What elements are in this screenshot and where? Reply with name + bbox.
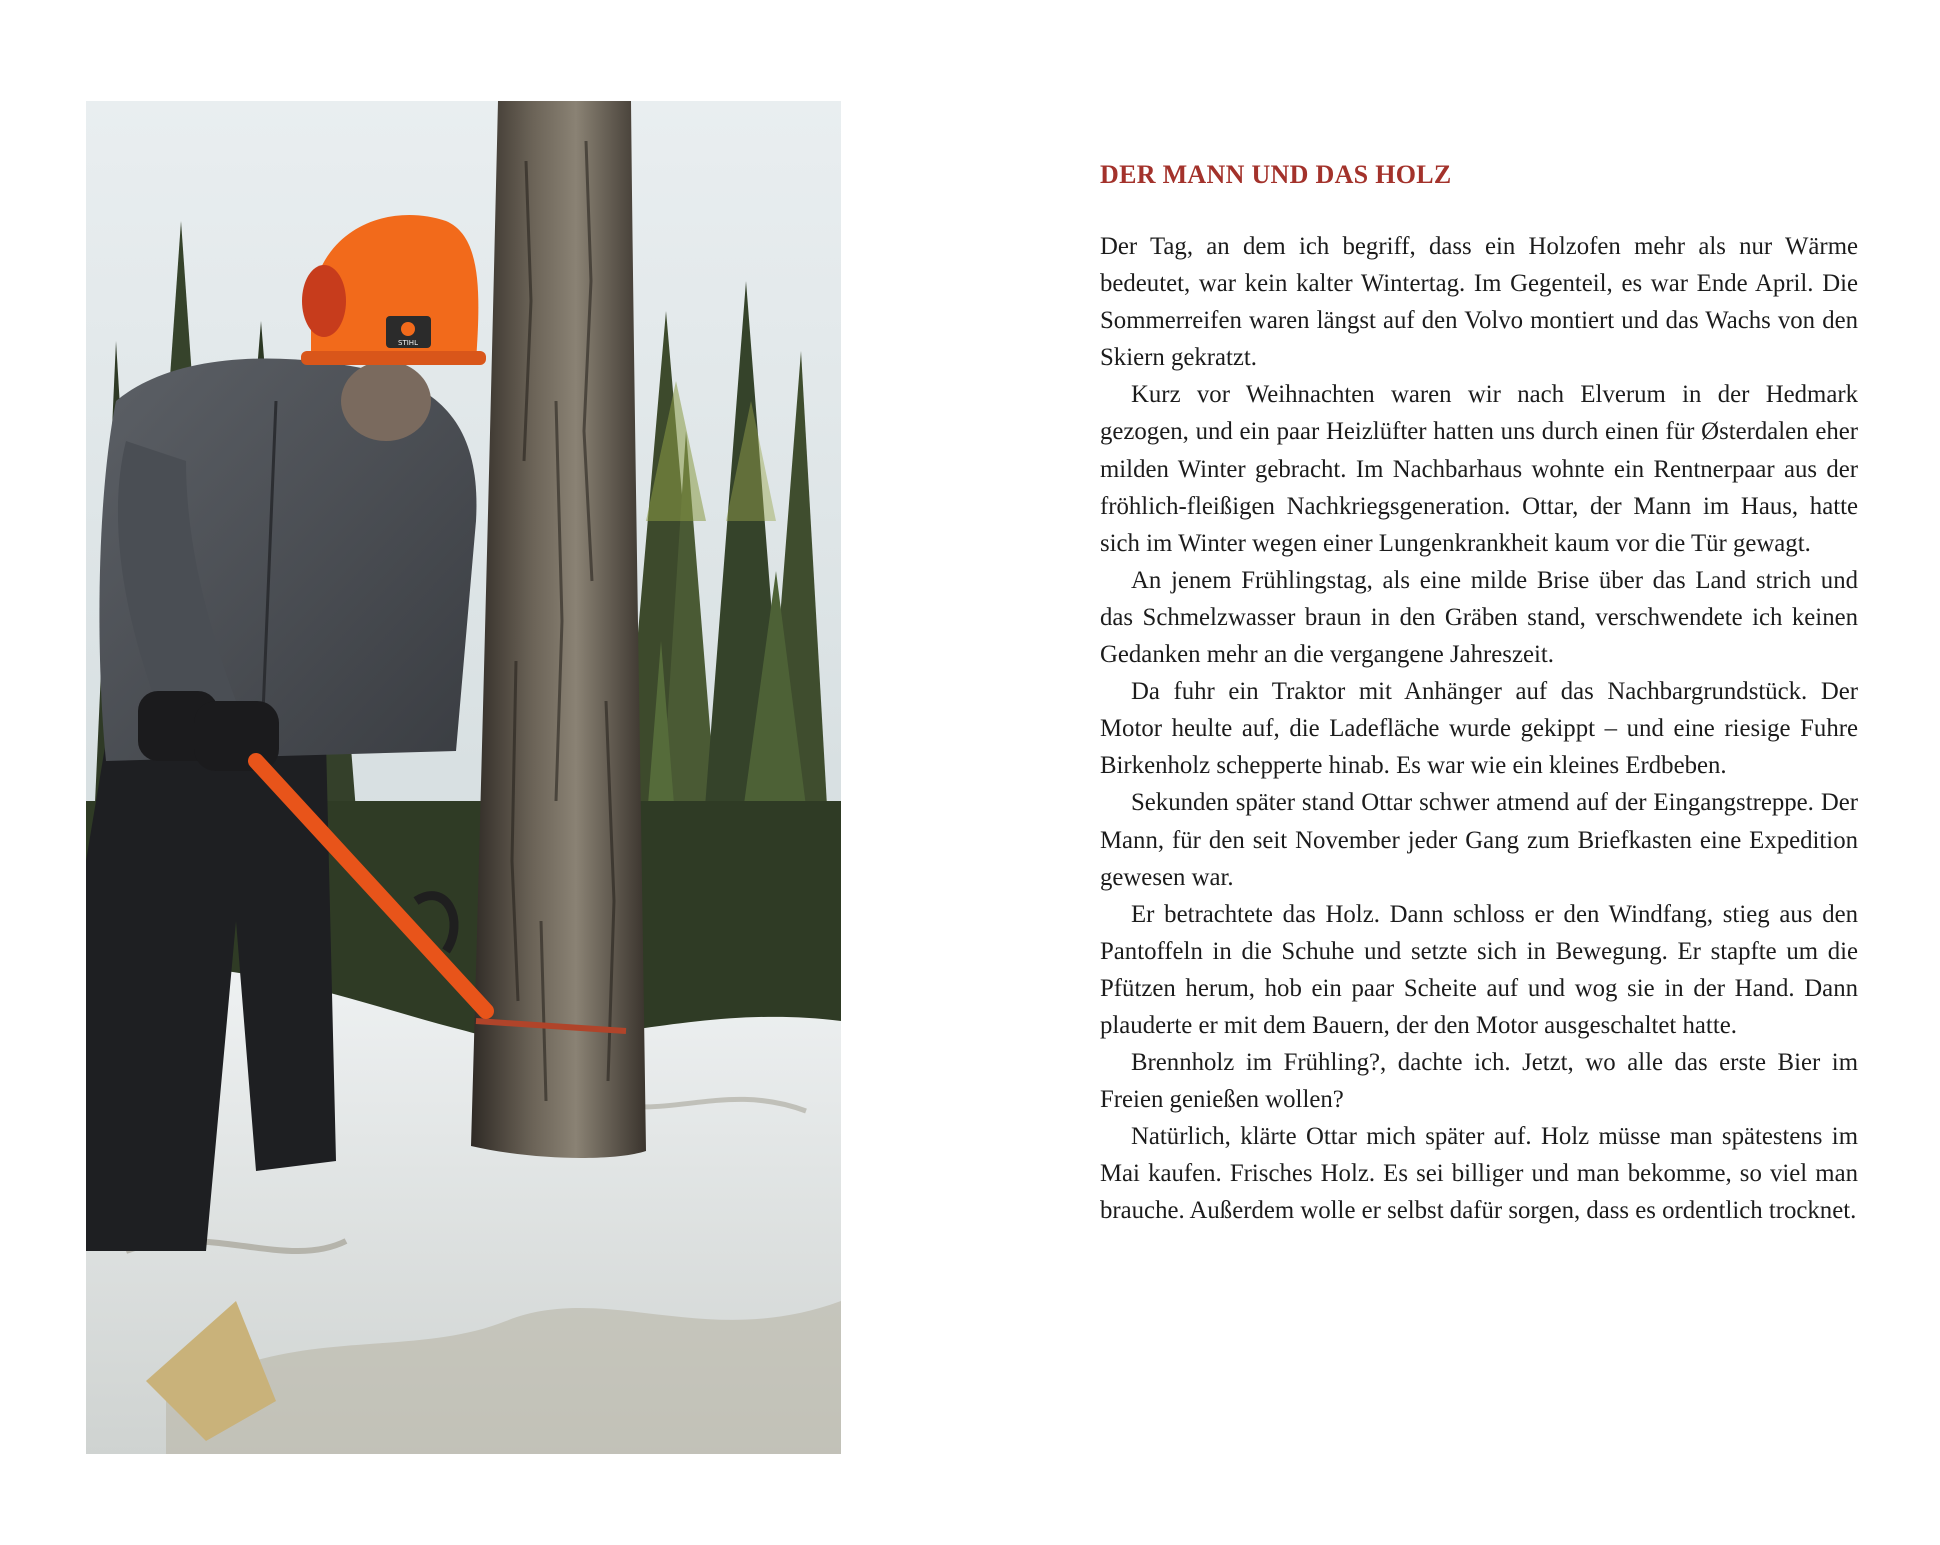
paragraph: Kurz vor Weihnachten waren wir nach Elverum in der Hedmark gezogen, und ein paar Heizlüfter hatten uns durch einen für Østerdalen eher milden Winter gebracht. Im Nachbarhaus wohnte ein Rentnerpaar aus der fröhlich-fleißigen Nachkriegsgeneration. Ottar, der Mann im Haus, hatte sich im Winter wegen einer Lungenkrankheit kaum vor die Tür gewagt.	[1100, 381, 1858, 557]
man-felling-tree-illustration	[86, 101, 841, 1454]
paragraph: Er betrachtete das Holz. Dann schloss er den Windfang, stieg aus den Pantoffeln in die Schuhe und setzte sich in Bewegung. Er stapfte um die Pfützen herum, hob ein paar Scheite auf und wog sie in der Hand. Dann plauderte er mit dem Bauern, der den Motor ausgeschaltet hatte.	[1100, 900, 1858, 1039]
paragraph: An jenem Frühlingstag, als eine milde Brise über das Land strich und das Schmelzwasser braun in den Gräben stand, verschwendete ich keinen Gedanken mehr an die vergangene Jahreszeit.	[1100, 566, 1858, 669]
paragraph: Natürlich, klärte Ottar mich später auf. Holz müsse man spätestens im Mai kaufen. Frisches Holz. Es sei billiger und man bekomme, so viel man brauche. Außerdem wolle er selbst dafür sorgen, dass es ordentlich trocknet.	[1100, 1123, 1858, 1225]
text-page	[1100, 160, 1858, 1230]
paragraph: Brennholz im Frühling?, dachte ich. Jetzt, wo alle das erste Bier im Freien genießen wollen?	[1100, 1049, 1858, 1114]
body-text	[1100, 228, 1858, 1230]
helmet-brand-label: STIHL	[398, 339, 418, 347]
paragraph: Sekunden später stand Ottar schwer atmend auf der Eingangstreppe. Der Mann, für den seit November jeder Gang zum Briefkasten eine Expedition gewesen war.	[1100, 789, 1858, 891]
paragraph: Der Tag, an dem ich begriff, dass ein Holzofen mehr als nur Wärme bedeutet, war kein kalter Wintertag. Im Gegenteil, es war Ende April. Die Sommerreifen waren längst auf den Volvo montiert und das Wachs von den Skiern gekratzt.	[1100, 233, 1858, 372]
chapter-title: DER MANN UND DAS HOLZ	[1100, 160, 1452, 189]
paragraph: Da fuhr ein Traktor mit Anhänger auf das Nachbargrundstück. Der Motor heulte auf, die Ladefläche wurde gekippt – und eine riesige Fuhre Birkenholz schepperte hinab. Es war wie ein kleines Erdbeben.	[1100, 678, 1858, 780]
forest-photo	[86, 101, 841, 1454]
